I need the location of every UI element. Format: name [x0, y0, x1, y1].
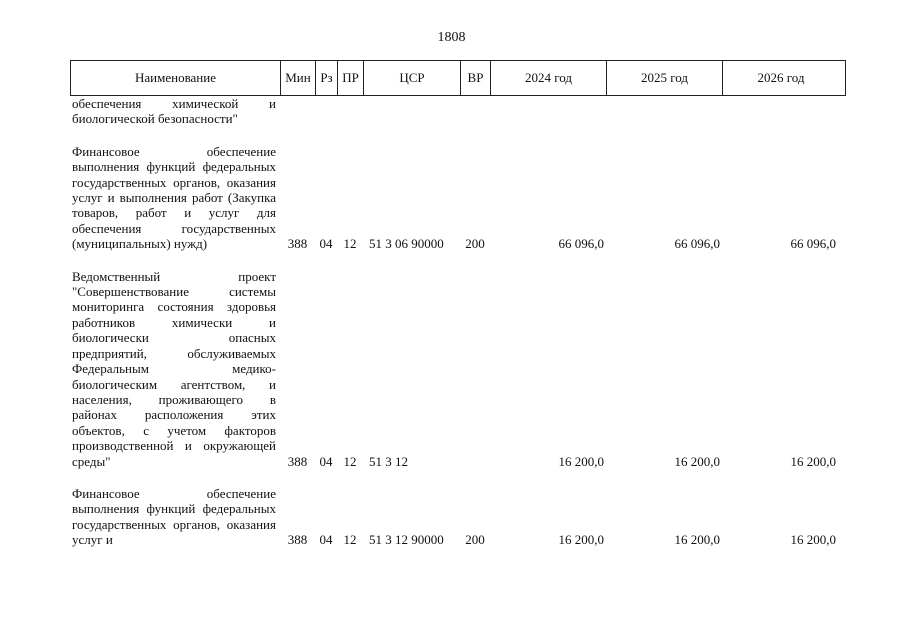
table-row — [70, 269, 846, 469]
row-2025: 66 096,0 — [674, 236, 720, 252]
row-pr: 12 — [343, 453, 357, 469]
header-2025: 2025 год — [607, 61, 723, 95]
row-2026: 16 200,0 — [790, 532, 836, 548]
row-rz: 04 — [319, 236, 333, 252]
table-row — [70, 144, 846, 252]
header-name: Наименование — [71, 61, 281, 95]
table-body — [70, 96, 846, 548]
table-row — [70, 96, 846, 127]
row-name: обеспечения химической и биологической безопасности" — [72, 96, 276, 127]
row-csr: 51 3 06 90000 — [369, 236, 444, 252]
row-2025: 16 200,0 — [674, 532, 720, 548]
row-min: 388 — [287, 236, 308, 252]
row-csr: 51 3 12 90000 — [369, 532, 444, 548]
row-csr: 51 3 12 — [369, 453, 408, 469]
row-2024: 16 200,0 — [558, 532, 604, 548]
header-rz: Рз — [316, 61, 338, 95]
row-min: 388 — [287, 532, 308, 548]
header-csr: ЦСР — [364, 61, 461, 95]
header-2024: 2024 год — [491, 61, 607, 95]
row-2026: 16 200,0 — [790, 453, 836, 469]
header-pr: ПР — [338, 61, 364, 95]
header-vr: ВР — [461, 61, 491, 95]
table-row — [70, 486, 846, 548]
row-2026: 66 096,0 — [790, 236, 836, 252]
row-vr: 200 — [465, 236, 485, 252]
row-2025: 16 200,0 — [674, 453, 720, 469]
row-name: Финансовое обеспечение выполнения функций федеральных государственных органов, оказания услуг и — [72, 485, 276, 548]
row-pr: 12 — [343, 532, 357, 548]
header-min: Мин — [281, 61, 316, 95]
page-number: 1808 — [437, 30, 466, 45]
row-name: Финансовое обеспечение выполнения функций федеральных государственных органов, оказания услуг и выполнения работ (Закупка товаров, работ и услуг для обеспечения государственных (муниципальных) нужд) — [72, 143, 276, 252]
row-vr: 200 — [465, 532, 485, 548]
table-header — [70, 60, 846, 96]
row-rz: 04 — [319, 532, 333, 548]
row-name: Ведомственный проект "Совершенствование системы мониторинга состояния здоровья работников химически и биологически опасных предприятий, обслуживаемых Федеральным медико-биологическим агентством, и населения, проживающего в районах расположения этих объектов, с учетом факторов производственной и окружающей среды" — [72, 268, 276, 469]
row-rz: 04 — [319, 453, 333, 469]
row-2024: 16 200,0 — [558, 453, 604, 469]
row-min: 388 — [287, 453, 308, 469]
row-pr: 12 — [343, 236, 357, 252]
header-2026: 2026 год — [757, 70, 805, 85]
row-2024: 66 096,0 — [558, 236, 604, 252]
